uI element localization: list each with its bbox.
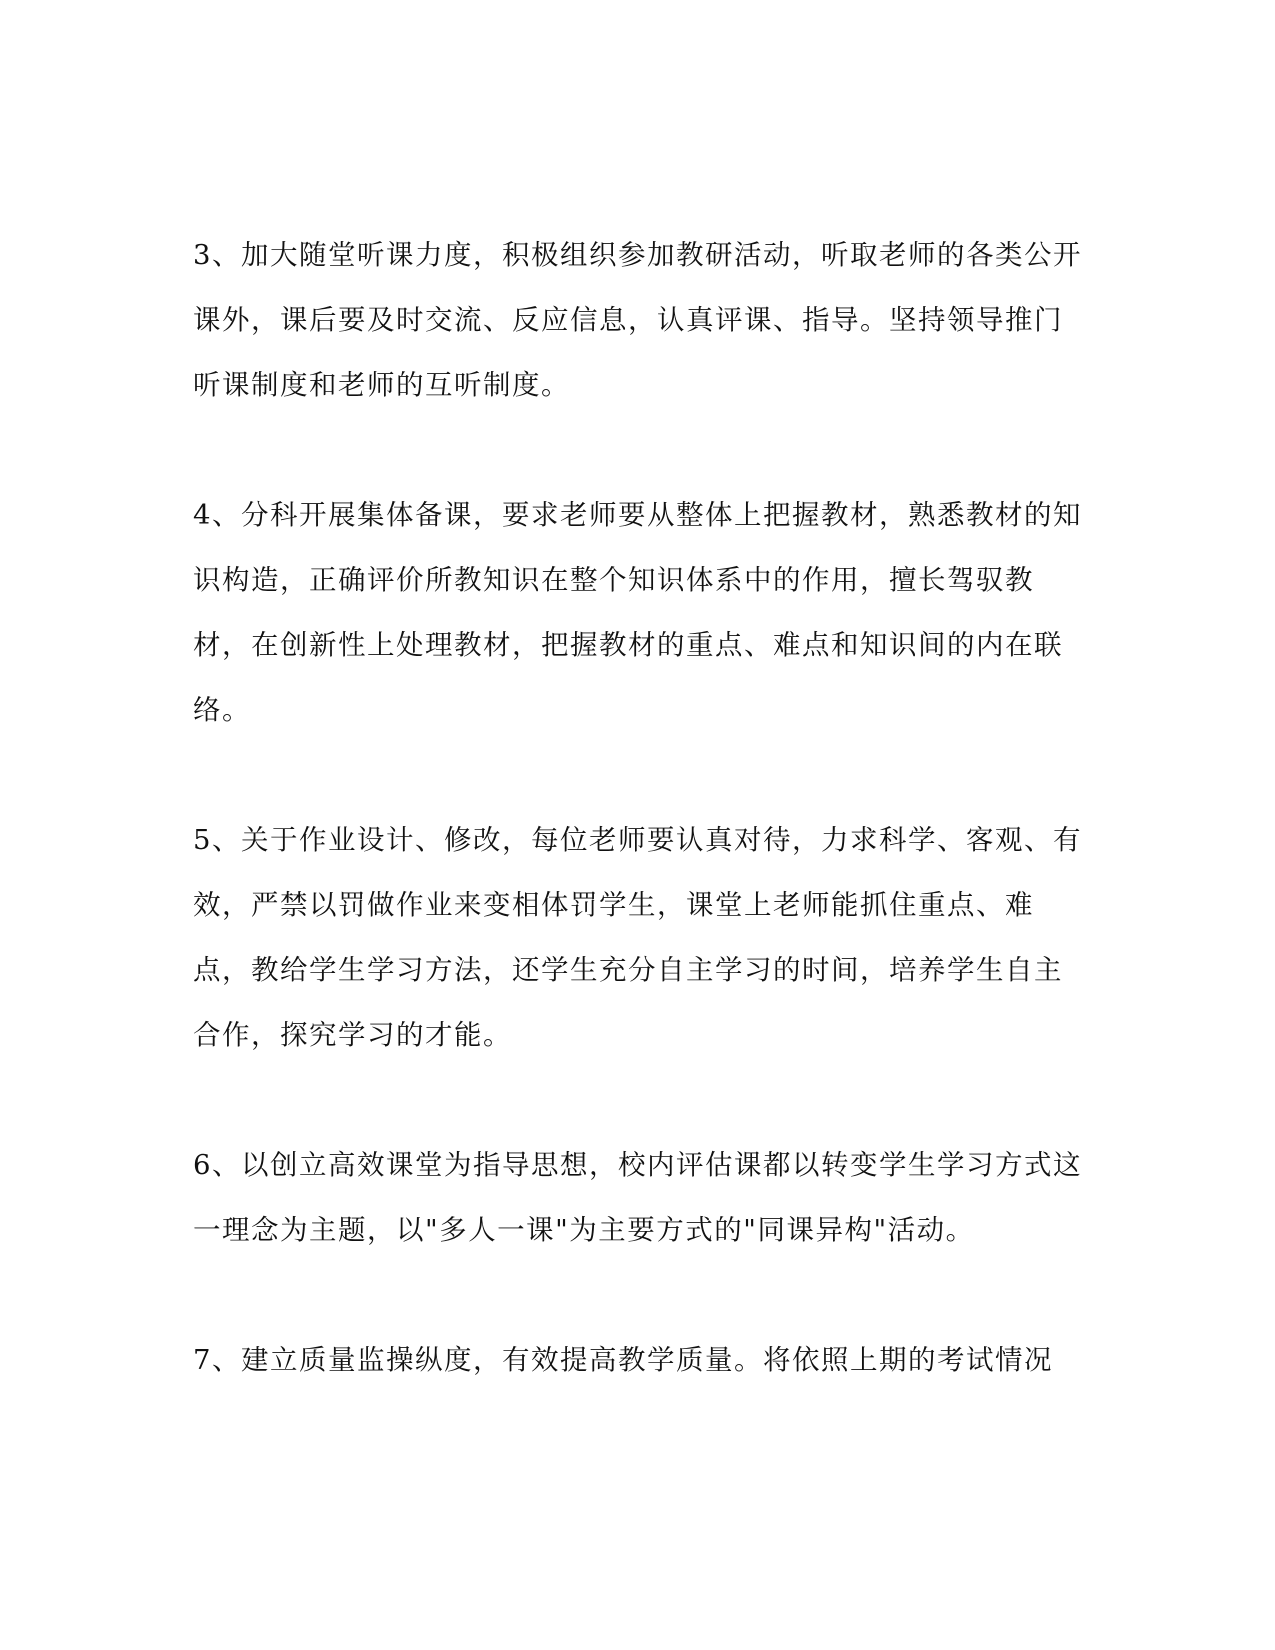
- paragraph-4: 4、分科开展集体备课，要求老师要从整体上把握教材，熟悉教材的知识构造，正确评价所教知识在整个知识体系中的作用，擅长驾驭教材，在创新性上处理教材，把握教材的重点、难点和知识间的内在联络。: [193, 499, 1082, 726]
- document-body: [193, 223, 1083, 1458]
- paragraph-7: 7、建立质量监操纵度，有效提高教学质量。将依照上期的考试情况: [193, 1344, 1053, 1376]
- paragraph-5: 5、关于作业设计、修改，每位老师要认真对待，力求科学、客观、有效，严禁以罚做作业来变相体罚学生，课堂上老师能抓住重点、难点，教给学生学习方法，还学生充分自主学习的时间，培养学生自主合作，探究学习的才能。: [193, 824, 1082, 1051]
- paragraph-3: 3、加大随堂听课力度，积极组织参加教研活动，听取老师的各类公开课外，课后要及时交流、反应信息，认真评课、指导。坚持领导推门听课制度和老师的互听制度。: [193, 239, 1082, 401]
- paragraph-6: 6、以创立高效课堂为指导思想，校内评估课都以转变学生学习方式这一理念为主题，以"多人一课"为主要方式的"同课异构"活动。: [193, 1149, 1082, 1246]
